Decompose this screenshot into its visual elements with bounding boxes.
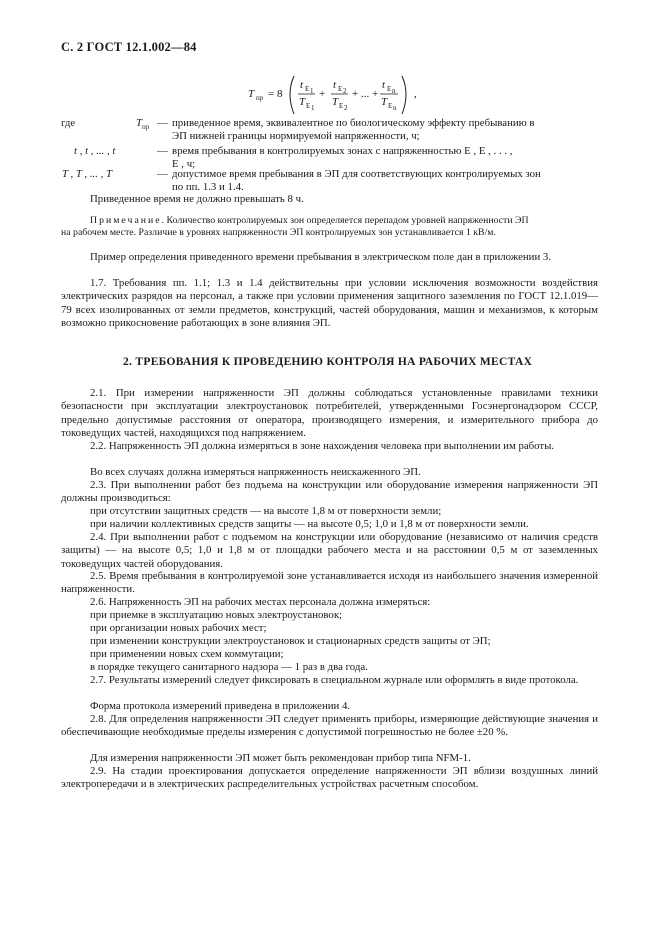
reduced-time-limit: Приведенное время не должно превышать 8 ч. (90, 193, 304, 205)
formula-lhs: T (248, 88, 255, 100)
formula-den1-sub: E (306, 102, 311, 110)
formula-left-paren (290, 76, 294, 114)
paragraph-2-3: 2.3. При выполнении работ без подъема на конструкции или оборудование измерения напряженности ЭП должны производиться: (61, 479, 598, 505)
definition-3-line1: допустимое время пребывания в ЭП для соответствующих контролируемых зон (172, 168, 541, 180)
paragraph-example: Пример определения приведенного времени пребывания в электрическом поле дан в приложении 3. (90, 251, 552, 263)
formula-den2-idx: 2 (344, 104, 348, 112)
note-block (61, 215, 598, 240)
paragraph-1-7: 1.7. Требования пп. 1.1; 1.3 и 1.4 действительны при условии исключения возможности воздействия электрических разрядов на персонал, а также при условии применения защитного заземления по ГОСТ 12.1.019—79 всех изолированных от земли предметов, конструкций, частей оборудования, машин и механизмов, к которым возможно прикосновение работающих в зоне влияния ЭП. (61, 277, 598, 329)
dash-2: — (157, 145, 168, 157)
formula-num2-idx: 2 (343, 87, 347, 95)
formula-num2-sub: E (338, 85, 343, 93)
formula-lhs-sub: пр (256, 94, 264, 102)
page-header: С. 2 ГОСТ 12.1.002—84 (61, 40, 197, 54)
paragraph-2-7b: Форма протокола измерений приведена в приложении 4. (90, 700, 351, 712)
formula-num2: t (333, 79, 337, 91)
formula-plus: + (319, 88, 326, 100)
paragraph-2-4: 2.4. При выполнении работ с подъемом на конструкции или оборудование (независимо от наличия средств защиты) — на высоте 0,5; 1,0 и 1,8 м от площадки рабочего места и на расстоянии 0,5 м от заземленных токоведущих частей оборудования. (61, 531, 598, 570)
symbol-T-list: T , T , ... , T (62, 168, 113, 180)
note-text-2: на рабочем месте. Различие в уровнях напряженности ЭП контролируемых зон устанавливается 1 кВ/м. (61, 227, 496, 239)
dash-3: — (157, 168, 168, 180)
section-2-title: 2. ТРЕБОВАНИЯ К ПРОВЕДЕНИЮ КОНТРОЛЯ НА РАБОЧИХ МЕСТАХ (123, 356, 533, 368)
formula-num1: t (300, 79, 304, 91)
note-text-1: . Количество контролируемых зон определяется перепадом уровней напряженности ЭП (161, 215, 529, 226)
symbol-t-pr (136, 117, 149, 134)
formula-eq: = 8 (268, 88, 283, 100)
formula-num1-sub: E (305, 85, 310, 93)
paragraph-2-2b: Во всех случаях должна измеряться напряженность неискаженного ЭП. (90, 466, 421, 478)
paragraph-2-6e: в порядке текущего санитарного надзора — 1 раз в два года. (90, 661, 368, 673)
formula-num1-idx: 1 (310, 87, 314, 95)
formula-den2-sub: E (339, 102, 344, 110)
paragraph-2-3a: при отсутствии защитных средств — на высоте 1,8 м от поверхности земли; (90, 505, 442, 517)
definition-1-line1: приведенное время, эквивалентное по биологическому эффекту пребыванию в (172, 117, 535, 129)
paragraph-2-8: 2.8. Для определения напряженности ЭП следует применять приборы, измеряющие действующие значения и обеспечивающие необходимые пределы измерения с допустимой погрешностью не более ±20 %. (61, 713, 598, 739)
paragraph-2-9: 2.9. На стадии проектирования допускается определение напряженности ЭП вблизи воздушных линий электропередачи и в электрических распределительных устройствах расчетным способом. (61, 765, 598, 791)
dash-1: — (157, 117, 168, 129)
paragraph-2-8b: Для измерения напряженности ЭП может быть рекомендован прибор типа NFM-1. (90, 752, 471, 764)
formula-numn-sub: E (387, 85, 392, 93)
paragraph-2-6d: при применении новых схем коммутации; (90, 648, 284, 660)
definition-3 (172, 168, 602, 194)
formula-den1: T (299, 96, 306, 108)
symbol-t-list: t , t , ... , t (74, 145, 116, 157)
paragraph-2-3b: при наличии коллективных средств защиты — на высоте 0,5; 1,0 и 1,8 м от поверхности земли. (90, 518, 529, 530)
paragraph-2-2: 2.2. Напряженность ЭП должна измеряться в зоне нахождения человека при выполнении им работы. (90, 440, 555, 452)
where-label: где (61, 117, 76, 129)
formula-den2: T (332, 96, 339, 108)
formula-right-paren (402, 76, 406, 114)
formula-numn-idx: n (392, 87, 396, 95)
formula-den1-idx: 1 (311, 104, 315, 112)
formula-comma: , (414, 88, 417, 100)
paragraph-2-5: 2.5. Время пребывания в контролируемой зоне устанавливается исходя из наибольшего значения измеренной напряженности. (61, 570, 598, 596)
formula-denn: T (381, 96, 388, 108)
formula-numn: t (382, 79, 386, 91)
paragraph-2-6b: при организации новых рабочих мест; (90, 622, 267, 634)
paragraph-2-6a: при приемке в эксплуатацию новых электроустановок; (90, 609, 343, 621)
symbol-t-pr-main: T (136, 117, 143, 129)
note-label: Примечание (90, 215, 162, 226)
paragraph-2-7: 2.7. Результаты измерений следует фиксировать в специальном журнале или оформлять в виде протокола. (90, 674, 579, 686)
formula-reduced-time (248, 70, 428, 120)
formula-denn-idx: n (393, 104, 397, 112)
definition-1-line2: ЭП нижней границы нормируемой напряженности, ч; (172, 130, 420, 142)
symbol-t-pr-sub: пр (142, 123, 150, 132)
paragraph-2-6: 2.6. Напряженность ЭП на рабочих местах персонала должна измеряться: (90, 596, 431, 608)
definition-2-line1: время пребывания в контролируемых зонах с напряженностью E , E , . . . , (172, 145, 513, 157)
definition-3-line2: по пп. 1.3 и 1.4. (172, 181, 244, 193)
formula-denn-sub: E (388, 102, 393, 110)
definition-2-line2: E , ч; (172, 158, 196, 170)
paragraph-2-1: 2.1. При измерении напряженности ЭП должны соблюдаться установленные правилами техники безопасности при эксплуатации электроустановок потребителей, утвержденными Госэнергонадзором СССР, предельно допустимые расстояния от оператора, производящего измерения, и измерительного прибора до токоведущих частей, находящихся под напряжением. (61, 387, 598, 439)
definition-1 (172, 117, 602, 143)
paragraph-2-6c: при изменении конструкции электроустановок и стационарных средств защиты от ЭП; (90, 635, 491, 647)
formula-dots: + ... + (352, 88, 379, 100)
